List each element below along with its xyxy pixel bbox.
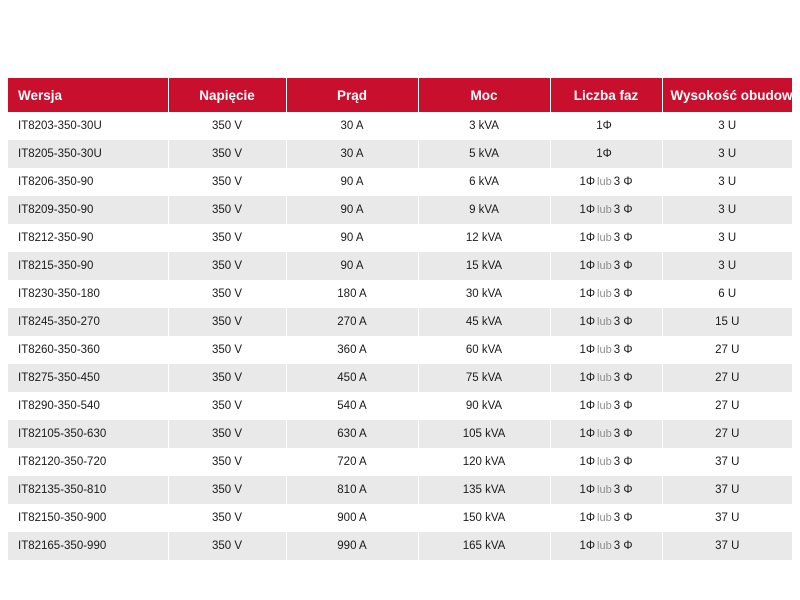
cell-wysokosc: 27 U (662, 392, 792, 420)
cell-wysokosc: 3 U (662, 112, 792, 140)
cell-wersja: IT82120-350-720 (8, 448, 168, 476)
cell-wersja: IT8203-350-30U (8, 112, 168, 140)
cell-liczba-faz (550, 336, 662, 364)
phase-separator: lub (597, 176, 612, 188)
table-header-row (8, 78, 792, 112)
cell-napiecie: 350 V (168, 196, 286, 224)
cell-prad: 540 A (286, 392, 418, 420)
table-row (8, 476, 792, 504)
phase-separator: lub (597, 512, 612, 524)
column-header-napiecie: Napięcie (168, 78, 286, 112)
table-row (8, 420, 792, 448)
cell-prad: 360 A (286, 336, 418, 364)
phase-separator: lub (597, 372, 612, 384)
table-row (8, 392, 792, 420)
cell-wysokosc: 15 U (662, 308, 792, 336)
phase-primary: 1Φ (579, 232, 596, 244)
cell-liczba-faz (550, 448, 662, 476)
cell-wersja: IT82135-350-810 (8, 476, 168, 504)
phase-separator: lub (597, 344, 612, 356)
phase-value (579, 316, 632, 328)
column-header-liczba-faz: Liczba faz (550, 78, 662, 112)
cell-moc: 150 kVA (418, 504, 550, 532)
cell-wysokosc: 27 U (662, 420, 792, 448)
phase-value (579, 484, 632, 496)
cell-liczba-faz (550, 532, 662, 560)
cell-wersja: IT82105-350-630 (8, 420, 168, 448)
cell-liczba-faz (550, 168, 662, 196)
phase-primary: 1Φ (579, 316, 596, 328)
cell-liczba-faz (550, 252, 662, 280)
cell-napiecie: 350 V (168, 336, 286, 364)
phase-secondary: 3 Φ (613, 232, 633, 244)
table-row (8, 140, 792, 168)
phase-primary: 1Φ (579, 344, 596, 356)
cell-napiecie: 350 V (168, 448, 286, 476)
cell-prad: 90 A (286, 168, 418, 196)
phase-value (579, 400, 632, 412)
table-row (8, 196, 792, 224)
cell-napiecie: 350 V (168, 168, 286, 196)
cell-napiecie: 350 V (168, 476, 286, 504)
cell-liczba-faz (550, 476, 662, 504)
phase-secondary: 3 Φ (613, 344, 633, 356)
phase-separator: lub (597, 316, 612, 328)
cell-wysokosc: 27 U (662, 336, 792, 364)
cell-liczba-faz (550, 140, 662, 168)
cell-moc: 6 kVA (418, 168, 550, 196)
phase-primary: 1Φ (579, 400, 596, 412)
phase-primary: 1Φ (579, 204, 596, 216)
phase-value (579, 540, 632, 552)
cell-napiecie: 350 V (168, 112, 286, 140)
cell-wersja: IT8205-350-30U (8, 140, 168, 168)
table-row (8, 168, 792, 196)
phase-separator (612, 120, 616, 132)
phase-separator: lub (597, 540, 612, 552)
cell-moc: 60 kVA (418, 336, 550, 364)
table-row (8, 112, 792, 140)
phase-secondary: 3 Φ (613, 316, 633, 328)
cell-liczba-faz (550, 280, 662, 308)
cell-liczba-faz (550, 112, 662, 140)
phase-primary: 1Φ (579, 372, 596, 384)
cell-napiecie: 350 V (168, 140, 286, 168)
phase-value (579, 512, 632, 524)
cell-napiecie: 350 V (168, 252, 286, 280)
cell-prad: 180 A (286, 280, 418, 308)
cell-liczba-faz (550, 224, 662, 252)
phase-secondary: 3 Φ (613, 260, 633, 272)
phase-value (579, 288, 632, 300)
phase-value (596, 148, 616, 160)
table-header (8, 78, 800, 112)
cell-wysokosc: 27 U (662, 364, 792, 392)
cell-wersja: IT8245-350-270 (8, 308, 168, 336)
cell-wysokosc: 6 U (662, 280, 792, 308)
spec-table-wrapper (8, 78, 800, 560)
phase-secondary: 3 Φ (613, 428, 633, 440)
table-row (8, 504, 792, 532)
cell-liczba-faz (550, 504, 662, 532)
phase-primary: 1Φ (579, 456, 596, 468)
phase-value (579, 372, 632, 384)
cell-prad: 90 A (286, 252, 418, 280)
phase-primary: 1Φ (579, 288, 596, 300)
table-row (8, 532, 792, 560)
cell-moc: 75 kVA (418, 364, 550, 392)
phase-secondary: 3 Φ (613, 456, 633, 468)
phase-secondary: 3 Φ (613, 204, 633, 216)
phase-separator (612, 148, 616, 160)
cell-moc: 30 kVA (418, 280, 550, 308)
phase-value (579, 428, 632, 440)
table-row (8, 448, 792, 476)
cell-moc: 9 kVA (418, 196, 550, 224)
cell-napiecie: 350 V (168, 420, 286, 448)
cell-prad: 90 A (286, 224, 418, 252)
phase-separator: lub (597, 204, 612, 216)
cell-napiecie: 350 V (168, 224, 286, 252)
cell-wysokosc: 3 U (662, 168, 792, 196)
cell-prad: 720 A (286, 448, 418, 476)
cell-moc: 15 kVA (418, 252, 550, 280)
cell-wysokosc: 37 U (662, 532, 792, 560)
cell-wersja: IT8212-350-90 (8, 224, 168, 252)
table-row (8, 364, 792, 392)
column-header-prad: Prąd (286, 78, 418, 112)
cell-moc: 5 kVA (418, 140, 550, 168)
cell-liczba-faz (550, 196, 662, 224)
phase-value (579, 204, 632, 216)
cell-wersja: IT8260-350-360 (8, 336, 168, 364)
cell-prad: 450 A (286, 364, 418, 392)
cell-moc: 135 kVA (418, 476, 550, 504)
cell-wysokosc: 3 U (662, 224, 792, 252)
phase-secondary: 3 Φ (613, 372, 633, 384)
cell-napiecie: 350 V (168, 392, 286, 420)
cell-napiecie: 350 V (168, 308, 286, 336)
cell-prad: 630 A (286, 420, 418, 448)
cell-wysokosc: 3 U (662, 196, 792, 224)
cell-wersja: IT8209-350-90 (8, 196, 168, 224)
phase-value (596, 120, 616, 132)
cell-moc: 120 kVA (418, 448, 550, 476)
phase-primary: 1Φ (579, 484, 596, 496)
table-row (8, 308, 792, 336)
cell-wersja: IT8215-350-90 (8, 252, 168, 280)
cell-wysokosc: 3 U (662, 140, 792, 168)
phase-separator: lub (597, 428, 612, 440)
cell-prad: 30 A (286, 112, 418, 140)
phase-separator: lub (597, 456, 612, 468)
cell-prad: 900 A (286, 504, 418, 532)
cell-napiecie: 350 V (168, 364, 286, 392)
cell-wersja: IT8206-350-90 (8, 168, 168, 196)
table-row (8, 280, 792, 308)
cell-moc: 3 kVA (418, 112, 550, 140)
cell-napiecie: 350 V (168, 504, 286, 532)
cell-napiecie: 350 V (168, 532, 286, 560)
table-row (8, 252, 792, 280)
cell-moc: 90 kVA (418, 392, 550, 420)
cell-moc: 105 kVA (418, 420, 550, 448)
cell-prad: 810 A (286, 476, 418, 504)
cell-prad: 990 A (286, 532, 418, 560)
phase-primary: 1Φ (596, 148, 612, 160)
table-body (8, 112, 792, 560)
cell-wysokosc: 37 U (662, 448, 792, 476)
cell-liczba-faz (550, 420, 662, 448)
column-header-wersja: Wersja (8, 78, 168, 112)
cell-prad: 30 A (286, 140, 418, 168)
phase-primary: 1Φ (579, 260, 596, 272)
cell-moc: 12 kVA (418, 224, 550, 252)
phase-primary: 1Φ (579, 176, 596, 188)
phase-secondary: 3 Φ (613, 540, 633, 552)
phase-secondary: 3 Φ (613, 484, 633, 496)
table-row (8, 336, 792, 364)
column-header-moc: Moc (418, 78, 550, 112)
phase-separator: lub (597, 400, 612, 412)
cell-prad: 270 A (286, 308, 418, 336)
cell-liczba-faz (550, 392, 662, 420)
table-row (8, 224, 792, 252)
phase-value (579, 232, 632, 244)
phase-value (579, 176, 632, 188)
phase-secondary: 3 Φ (613, 176, 633, 188)
cell-wersja: IT8275-350-450 (8, 364, 168, 392)
cell-prad: 90 A (286, 196, 418, 224)
cell-wersja: IT82165-350-990 (8, 532, 168, 560)
phase-separator: lub (597, 260, 612, 272)
phase-primary: 1Φ (596, 120, 612, 132)
cell-wysokosc: 37 U (662, 504, 792, 532)
cell-wysokosc: 37 U (662, 476, 792, 504)
cell-wersja: IT8230-350-180 (8, 280, 168, 308)
phase-secondary: 3 Φ (613, 400, 633, 412)
cell-moc: 45 kVA (418, 308, 550, 336)
phase-primary: 1Φ (579, 428, 596, 440)
phase-primary: 1Φ (579, 512, 596, 524)
specification-table (8, 78, 800, 560)
phase-secondary: 3 Φ (613, 512, 633, 524)
cell-moc: 165 kVA (418, 532, 550, 560)
cell-wysokosc: 3 U (662, 252, 792, 280)
phase-value (579, 260, 632, 272)
phase-value (579, 456, 632, 468)
phase-separator: lub (597, 288, 612, 300)
phase-separator: lub (597, 484, 612, 496)
cell-wersja: IT8290-350-540 (8, 392, 168, 420)
phase-value (579, 344, 632, 356)
phase-secondary: 3 Φ (613, 288, 633, 300)
cell-liczba-faz (550, 308, 662, 336)
cell-liczba-faz (550, 364, 662, 392)
cell-napiecie: 350 V (168, 280, 286, 308)
column-header-wysokosc-obudowy: Wysokość obudowy (662, 78, 792, 112)
phase-separator: lub (597, 232, 612, 244)
cell-wersja: IT82150-350-900 (8, 504, 168, 532)
phase-primary: 1Φ (579, 540, 596, 552)
